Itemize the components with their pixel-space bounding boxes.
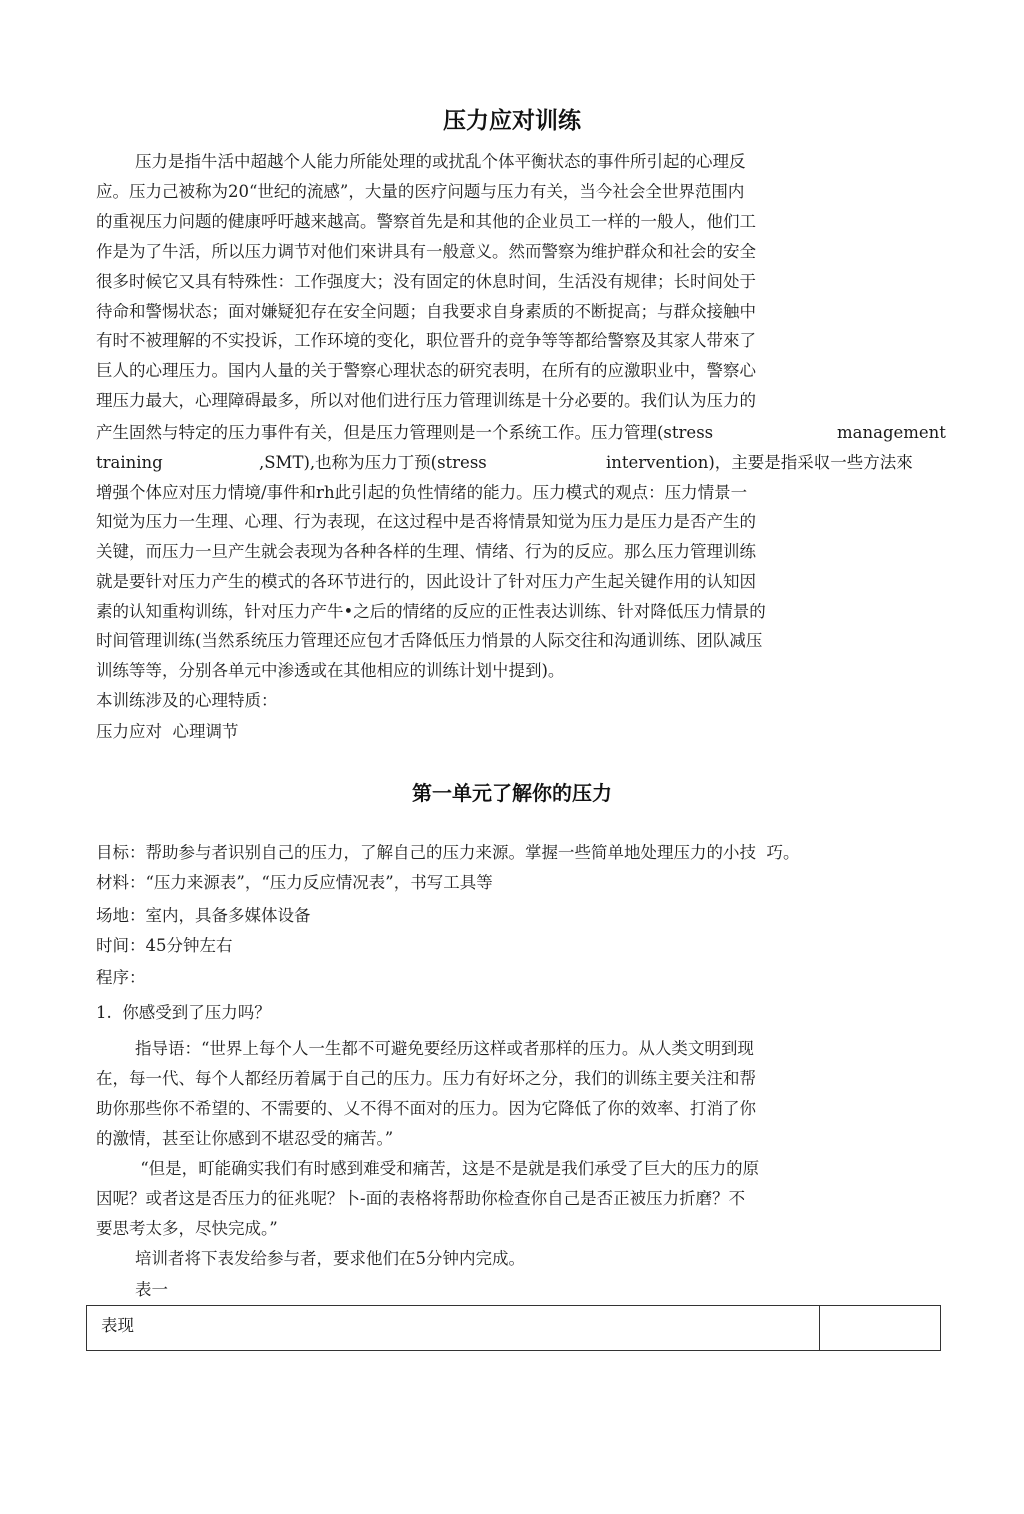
intro-line: 压力是指牛活中超越个人能力所能处理的或扰乱个体平衡状态的事件所引起的心理反 — [135, 152, 746, 171]
intro-line: 就是要针对压力产生的模式的各环节进行的，因此设计了针对压力产生起关键作用的认知因 — [96, 572, 756, 591]
unit-time: 时间：45分钟左右 — [96, 936, 233, 955]
guide-line: 在，每一代、每个人都经历着属于自己的压力。压力有好坏之分，我们的训练主要关注和帮 — [96, 1069, 756, 1088]
guide-line: 因呢？或者这是否压力的征兆呢？卜-面的表格将帮助你检查你自己是否正被压力折磨？不 — [96, 1189, 746, 1208]
table-column-divider — [819, 1306, 820, 1350]
intro-line: 应。压力己被称为20“世纪的流感”，大量的医疗问题与压力有关，当今社会全世界范围内 — [96, 182, 745, 201]
unit-goal: 目标：帮助参与者识别自己的压力，了解自己的压力来源。掌握一些简单地处理压力的小技 巧。 — [96, 843, 800, 862]
intro-text-segment: ,SMT),也称为压力丁预(stress — [259, 453, 487, 472]
guide-line: 指导语：“世界上每个人一生都不可避免要经历这样或者那样的压力。从人类文明到现 — [135, 1039, 754, 1058]
unit-procedure: 程序： — [96, 968, 146, 987]
intro-line: 知觉为压力一生理、心理、行为表现，在这过程中是否将情景知觉为压力是压力是否产生的 — [96, 512, 756, 531]
table-header-cell: 表现 — [101, 1316, 134, 1335]
traits-heading: 本训练涉及的心理特质： — [96, 691, 278, 710]
intro-text-segment: management — [837, 423, 946, 442]
intro-line: 待命和警惕状态；面对嫌疑犯存在安全问题；自我要求自身素质的不断捉高；与群众接触中 — [96, 302, 756, 321]
stress-symptom-table — [86, 1305, 941, 1351]
unit-title: 第一单元了解你的压力 — [412, 781, 612, 805]
intro-line: 增强个体应对压力情境/事件和rh此引起的负性情绪的能力。压力模式的观点：压力情景一 — [96, 483, 748, 502]
intro-line: 巨人的心理压力。国内人量的关于警察心理状态的研究表明，在所有的应激职业中，警察心 — [96, 361, 756, 380]
intro-text-segment: intervention)，主要是指采収一些方法來 — [606, 453, 913, 472]
intro-line: 理压力最大，心理障碍最多，所以对他们进行压力管理训练是十分必要的。我们认为压力的 — [96, 391, 756, 410]
intro-line: 有时不被理解的不实投诉，工作环境的变化，职位晋升的竞争等等都给警察及其家人带來了 — [96, 331, 756, 350]
intro-line: 作是为了牛活，所以压力调节对他们來讲具有一般意义。然而警察为维护群众和社会的安全 — [96, 242, 756, 261]
step-heading: 1. 你感受到了压力吗？ — [96, 1003, 271, 1022]
trainer-note: 培训者将下表发给参与者，要求他们在5分钟内完成。 — [135, 1249, 525, 1268]
guide-line: 要思考太多，尽快完成。” — [96, 1219, 278, 1238]
intro-text-segment: training — [96, 453, 163, 472]
intro-line: 的重视压力问题的健康呼吁越来越高。警察首先是和其他的企业员工一样的一般人，他们工 — [96, 212, 756, 231]
intro-line: 关键，而压力一旦产生就会表现为各种各样的生理、情绪、行为的反应。那么压力管理训练 — [96, 542, 756, 561]
unit-venue: 场地：室内，具备多媒体设备 — [96, 906, 311, 925]
traits-list: 压力应对 心理调节 — [96, 722, 239, 741]
intro-line-mixed — [96, 423, 946, 443]
table-caption: 表一 — [135, 1280, 168, 1299]
guide-line: 的激情，甚至让你感到不堪忍受的痛苦。” — [96, 1129, 394, 1148]
intro-line-mixed — [96, 453, 941, 473]
guide-line: 助你那些你不希望的、不需要的、乂不得不面对的压力。因为它降低了你的效率、打消了你 — [96, 1099, 756, 1118]
guide-line: “但是，町能确实我们有时感到难受和痛苦，这是不是就是我们承受了巨大的压力的原 — [135, 1159, 760, 1178]
document-title: 压力应对训练 — [443, 108, 581, 134]
intro-text-segment: 产生固然与特定的压力事件有关，但是压力管理则是一个系统工作。压力管理(stress — [96, 423, 714, 442]
intro-line: 训练等等，分别各单元中渗透或在其他相应的训练计划屮提到)。 — [96, 661, 565, 680]
unit-materials: 材料：“压力来源表”，“压力反应情况表”，书写工具等 — [96, 873, 493, 892]
intro-line: 素的认知重构训练，针对压力产牛•之后的情绪的反应的正性表达训练、针对降低压力情景的 — [96, 602, 766, 621]
intro-line: 时间管理训练(当然系统压力管理还应包才舌降低压力悄景的人际交往和沟通训练、团队减压 — [96, 631, 763, 650]
intro-line: 很多时候它又具有特殊性：工作强度大；没有固定的休息时间，生活没有规律；长时间处于 — [96, 272, 756, 291]
